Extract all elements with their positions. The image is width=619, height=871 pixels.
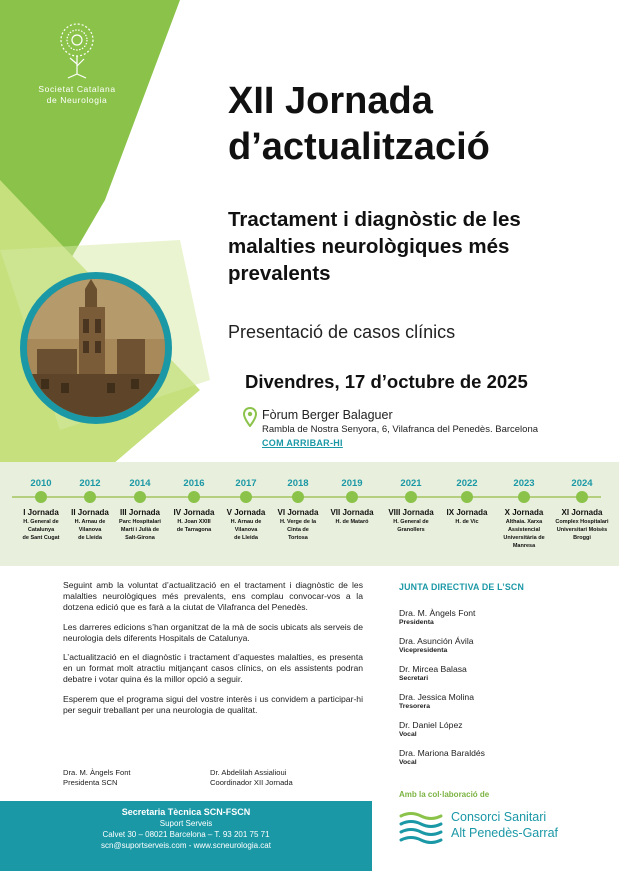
board-list (399, 582, 599, 776)
timeline-year: 2024 (571, 478, 593, 489)
body-paragraph-4: Esperem que el programa sigui del vostre interès i us convidem a participar-hi per seguir treballant per una neurologia de qualitat. (63, 693, 363, 715)
partner-name-line-1: Consorci Sanitari (451, 810, 547, 824)
body-paragraph-2: Les darreres edicions s’han organitzat de la mà de socis ubicats als serveis de neurologia dels diferents Hospitals de Catalunya. (63, 621, 363, 643)
timeline-dot (518, 491, 530, 503)
timeline-label: VIII Jornada (388, 508, 434, 517)
timeline-host: H. de Vic (455, 519, 479, 525)
timeline-host: Althaia. Xarxa (505, 519, 543, 525)
member-role: Presidenta (399, 619, 434, 626)
partner-name-line-2: Alt Penedès-Garraf (451, 826, 558, 840)
timeline-host: Granollers (397, 527, 425, 533)
timeline-year: 2018 (287, 478, 309, 489)
timeline-year: 2019 (341, 478, 363, 489)
signature-name: Dra. M. Àngels Font (63, 768, 131, 777)
title-line-1: XII Jornada (228, 80, 433, 122)
signature-name: Dr. Abdelilah Assialioui (210, 768, 287, 777)
board-member (399, 692, 599, 711)
secretaria-title: Secretaria Tècnica SCN-FSCN (121, 807, 251, 817)
board-member (399, 664, 599, 683)
waves-icon (399, 810, 443, 844)
timeline-host: de Lleida (234, 535, 258, 541)
directions-link[interactable]: COM ARRIBAR-HI (262, 438, 343, 448)
timeline-label: V Jornada (226, 508, 266, 517)
signature-coordinator (210, 768, 293, 788)
timeline-host: Tortosa (288, 535, 308, 541)
timeline-dot (576, 491, 588, 503)
signature-president (63, 768, 131, 788)
timeline-dot (84, 491, 96, 503)
title-line-2: d’actualització (228, 126, 490, 168)
timeline-label: III Jornada (119, 508, 160, 517)
venue-address: Rambla de Nostra Senyora, 6, Vilafranca del Penedès. Barcelona (262, 424, 539, 435)
timeline-host: H. General de (393, 519, 429, 525)
timeline-host: H. de Mataró (335, 519, 369, 525)
timeline-dot (292, 491, 304, 503)
signature-role: Coordinador XII Jornada (210, 778, 293, 787)
timeline-host: H. General de (23, 519, 59, 525)
timeline-year: 2022 (456, 478, 478, 489)
cases-heading: Presentació de casos clínics (228, 322, 456, 342)
timeline-host: de Sant Cugat (22, 535, 60, 541)
subtitle-line-3: prevalents (228, 262, 331, 285)
board-member (399, 636, 599, 655)
timeline-host: Martí i Julià de (120, 527, 160, 533)
secretaria-address: Calvet 30 – 08021 Barcelona – T. 93 201 75 71 (102, 830, 270, 839)
member-role: Vicepresidenta (399, 647, 448, 654)
collaboration-label: Amb la col·laboració de (399, 790, 490, 799)
timeline-host: de Lleida (78, 535, 102, 541)
event-date: Divendres, 17 d’octubre de 2025 (245, 371, 528, 392)
logo-line-2: de Neurologia (46, 95, 108, 105)
timeline-year: 2017 (235, 478, 257, 489)
board-member (399, 608, 599, 627)
timeline-host: Vilanova (234, 527, 258, 533)
body-paragraph-1: Seguint amb la voluntat d’actualització en el tractament i diagnòstic de les malalties neurològiques més prevalents, ens complau convocar-vos a la dotzena edició que es farà a la ciutat de Vilafranca del Penedès. (63, 580, 363, 613)
member-name: Dra. Asunción Ávila (399, 636, 474, 646)
church-photo (20, 272, 172, 424)
secretaria-org: Suport Serveis (159, 819, 213, 828)
member-name: Dra. Jessica Molina (399, 692, 474, 702)
subtitle-line-1: Tractament i diagnòstic de les (228, 208, 521, 231)
event-subtitle (228, 206, 598, 287)
event-title (228, 78, 490, 170)
member-name: Dr. Mircea Balasa (399, 664, 467, 674)
timeline-host: Cinta de (287, 527, 309, 533)
timeline-item (318, 462, 386, 526)
timeline-year: 2021 (400, 478, 422, 489)
timeline-label: VI Jornada (277, 508, 319, 517)
secretaria-contact[interactable]: scn@suportserveis.com - www.scneurologia.cat (101, 841, 271, 850)
timeline-dot (240, 491, 252, 503)
timeline-label: IX Jornada (446, 508, 488, 517)
scn-logo (22, 22, 132, 106)
timeline-host: Broggi (573, 535, 591, 541)
timeline-label: VII Jornada (330, 508, 374, 517)
timeline-host: Complex Hospitalari (555, 519, 609, 525)
signature-role: Presidenta SCN (63, 778, 118, 787)
timeline-host: Manresa (512, 543, 536, 549)
board-member (399, 748, 599, 767)
tree-icon (52, 22, 102, 80)
timeline-host: H. Arnau de (74, 519, 106, 525)
member-role: Vocal (399, 759, 417, 766)
timeline-host: Universitari Moisès (556, 527, 608, 533)
timeline-host: Vilanova (78, 527, 102, 533)
member-name: Dr. Daniel López (399, 720, 463, 730)
timeline-host: de Tarragona (176, 527, 212, 533)
board-title: JUNTA DIRECTIVA DE L’SCN (399, 582, 525, 592)
timeline-year: 2010 (30, 478, 52, 489)
invitation-text (63, 580, 363, 724)
timeline-label: I Jornada (23, 508, 59, 517)
member-role: Tresorera (399, 703, 430, 710)
member-name: Dra. Mariona Baraldés (399, 748, 485, 758)
member-role: Vocal (399, 731, 417, 738)
timeline-label: XI Jornada (561, 508, 603, 517)
secretaria-box (0, 801, 372, 871)
timeline-year: 2016 (183, 478, 205, 489)
timeline-year: 2014 (129, 478, 151, 489)
timeline-label: X Jornada (504, 508, 544, 517)
timeline-dot (134, 491, 146, 503)
member-name: Dra. M. Àngels Font (399, 608, 476, 618)
partner-logo (399, 808, 599, 848)
venue-name: Fòrum Berger Balaguer (262, 408, 393, 422)
subtitle-line-2: malalties neurològiques més (228, 235, 510, 258)
timeline-year: 2012 (79, 478, 101, 489)
timeline-label: II Jornada (71, 508, 109, 517)
timeline-dot (346, 491, 358, 503)
board-member (399, 720, 599, 739)
timeline-host: H. Verge de la (279, 519, 317, 525)
timeline-year: 2023 (513, 478, 535, 489)
timeline-item (548, 462, 616, 542)
editions-timeline (0, 462, 619, 566)
timeline-host: Parc Hospitalari (119, 519, 161, 525)
timeline-dot (35, 491, 47, 503)
timeline-host: H. Joan XXIII (177, 519, 211, 525)
timeline-dot (405, 491, 417, 503)
logo-line-1: Societat Catalana (38, 84, 116, 94)
timeline-dot (461, 491, 473, 503)
location-pin-icon (243, 407, 257, 427)
timeline-host: Universitària de (503, 535, 545, 541)
timeline-label: IV Jornada (173, 508, 215, 517)
timeline-host: Assistencial (507, 527, 541, 533)
timeline-host: Catalunya (27, 527, 55, 533)
timeline-host: Salt-Girona (125, 535, 155, 541)
member-role: Secretari (399, 675, 429, 682)
body-paragraph-3: L’actualització en el diagnòstic i tractament d’aquestes malalties, es presenta en un format molt atractiu mitjançant casos clínics, on els assistents podran debatre i votar quina és la millor opció a seguir. (63, 652, 363, 685)
timeline-host: H. Arnau de (230, 519, 262, 525)
timeline-dot (188, 491, 200, 503)
